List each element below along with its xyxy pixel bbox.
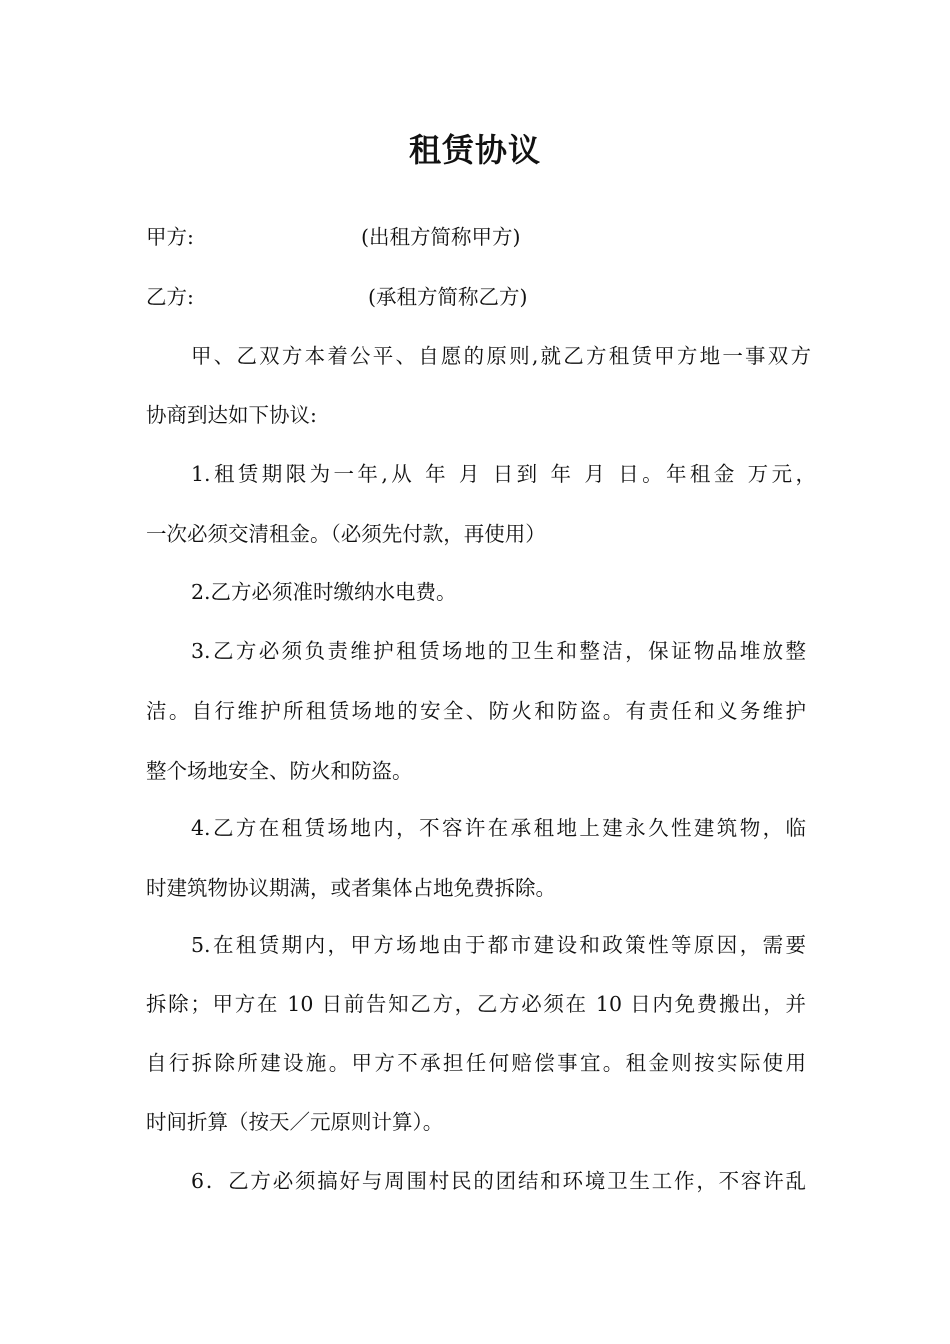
- paragraph-line: 2.乙方必须准时缴纳水电费。: [191, 580, 457, 604]
- paragraph-line: 整个场地安全、防火和防盗。: [146, 759, 413, 783]
- paragraph-line: 协商到达如下协议:: [146, 403, 317, 427]
- paragraph-line: 拆除；甲方在 10 日前告知乙方，乙方必须在 10 日内免费搬出，并: [146, 992, 806, 1016]
- paragraph-line: 6．乙方必须搞好与周围村民的团结和环境卫生工作，不容许乱: [191, 1169, 806, 1193]
- paragraph-line: 3.乙方必须负责维护租赁场地的卫生和整洁，保证物品堆放整: [191, 639, 806, 663]
- party-a-note: (出租方简称甲方): [361, 225, 521, 249]
- paragraph-line: 自行拆除所建设施。甲方不承担任何赔偿事宜。租金则按实际使用: [146, 1051, 806, 1075]
- paragraph-line: 5.在租赁期内，甲方场地由于都市建设和政策性等原因，需要: [191, 933, 806, 957]
- paragraph-line: 一次必须交清租金。（必须先付款，再使用）: [146, 522, 546, 546]
- party-a-line: [146, 222, 811, 252]
- paragraph-line: 甲、乙双方本着公平、自愿的原则,就乙方租赁甲方地一事双方: [191, 344, 811, 368]
- party-b-label: 乙方:: [146, 285, 194, 309]
- paragraph-line: 洁。自行维护所租赁场地的安全、防火和防盗。有责任和义务维护: [146, 699, 806, 723]
- paragraph-line: 时间折算（按天／元原则计算）。: [146, 1110, 444, 1134]
- party-b-line: [146, 282, 811, 312]
- document-title: 租赁协议: [408, 131, 541, 169]
- party-b-note: (承租方简称乙方): [368, 285, 528, 309]
- paragraph-line: 4.乙方在租赁场地内，不容许在承租地上建永久性建筑物，临: [191, 816, 806, 840]
- paragraph-line: 1.租赁期限为一年,从 年 月 日到 年 月 日。年租金 万元，: [191, 462, 816, 486]
- party-a-label: 甲方:: [146, 225, 194, 249]
- paragraph-line: 时建筑物协议期满，或者集体占地免费拆除。: [146, 876, 556, 900]
